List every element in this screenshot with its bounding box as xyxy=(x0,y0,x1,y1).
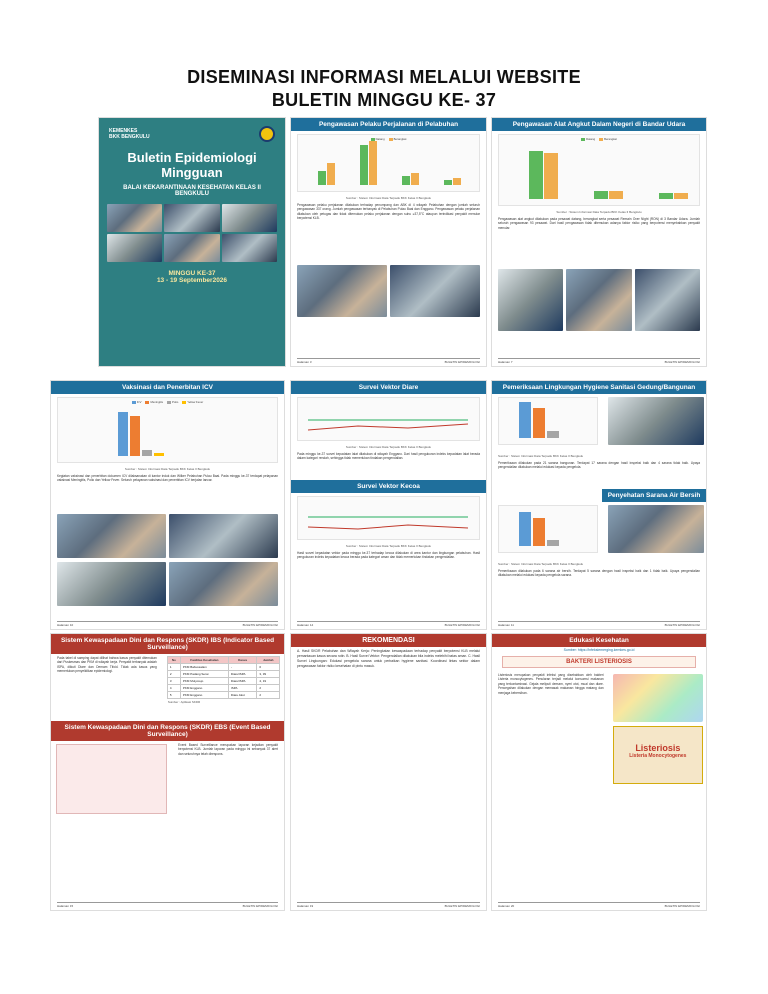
table-row xyxy=(167,692,279,699)
subheader: BAKTERI LISTERIOSIS xyxy=(502,656,696,668)
cover-page xyxy=(98,117,286,367)
page-number: Halaman 11 xyxy=(498,623,514,627)
page-text: A. Hasil SKDR Pelabuhan dan Wilayah Kerja: Peningkatan kewaspadaan terhadap penyakit berpotensi KLB melalui pemantauan kasus secara rutin. B. Hasil Survei Vektor: Pengendalian dilakukan bila indeks melebihi batas aman. C. Hasil Survei Lingkungan: Edukasi pengelola sarana untuk perbaikan hygiene sanitasi. Koordinasi lintas sektor dalam pengawasan faktor risiko kesehatan di pintu masuk. xyxy=(297,649,480,668)
legend-item: Datang xyxy=(586,137,596,141)
listeria-poster xyxy=(613,726,703,784)
table-cell: 2 xyxy=(257,685,280,692)
table-cell: 3 xyxy=(167,678,180,685)
page-number: Halaman 15 xyxy=(57,904,74,908)
page-header: Vaksinasi dan Penerbitan ICV xyxy=(51,381,284,394)
page-skdr xyxy=(50,633,285,911)
photo xyxy=(169,514,278,558)
page-header: REKOMENDASI xyxy=(291,634,486,647)
table-cell: Diare/ISPA xyxy=(228,671,257,678)
table-cell: Diare Akut xyxy=(228,692,257,699)
table-header: Kasus xyxy=(228,657,257,664)
table-row xyxy=(167,671,279,678)
chart-bar xyxy=(609,191,623,199)
chart-bar xyxy=(411,173,419,185)
page-text: Pada minggu ke-37 survei kepadatan lalat dilakukan di wilayah Enggano. Dari hasil pengukuran indeks kepadatan lalat berada dalam kategori rendah, sehingga tidak memerlukan tindakan pengendalian. xyxy=(297,452,480,461)
footer-title: BULETIN EPIDEMIOLOGI xyxy=(242,904,278,908)
photo xyxy=(608,397,704,445)
photo xyxy=(57,514,166,558)
legend-item: Datang xyxy=(375,137,385,141)
cover-org1: KEMENKES xyxy=(109,128,138,134)
photo xyxy=(566,269,631,331)
cover-week: MINGGU KE-37 xyxy=(168,270,216,277)
chart-caption: Sumber : Sistem Informasi Data Terpadu BKK Kelas II Bengkulu xyxy=(345,445,432,449)
table-cell: PKM Enggano xyxy=(180,692,228,699)
footer-title: BULETIN EPIDEMIOLOGI xyxy=(444,623,480,627)
seal-icon xyxy=(259,126,275,142)
table-cell: 5 xyxy=(167,692,180,699)
page-vektor xyxy=(290,380,487,630)
table-header: Fasilitas Kesehatan xyxy=(180,657,228,664)
table-cell: ISPA xyxy=(228,685,257,692)
footer-title: BULETIN EPIDEMIOLOGI xyxy=(664,623,700,627)
table-cell: 4 xyxy=(167,685,180,692)
page-rekomendasi xyxy=(290,633,487,911)
page-text: Kegiatan vaksinasi dan penerbitan dokumen ICV dilaksanakan di kantor induk dan Wilker Pelabuhan Pulau Baai. Pada minggu ke-37 terdapat pelayanan vaksinasi Meningitis, Polio dan Yellow Fever. Seluruh pelayanan vaksinasi dan penerbitan ICV berjalan lancar. xyxy=(57,474,278,483)
cover-org2: BKK BENGKULU xyxy=(109,134,150,140)
page-text: Event Based Surveillance merupakan laporan kejadian penyakit berpotensi KLB. Jumlah laporan pada minggu ini sebanyak 37 alert dan seluruhnya telah direspons. xyxy=(178,743,278,756)
cover-photo xyxy=(107,204,162,232)
chart-caption: Sumber : Sistem Informasi Data Terpadu BKK Kelas II Bengkulu xyxy=(498,562,584,566)
page-title xyxy=(0,66,768,112)
page-header-2: Sistem Kewaspadaan Dini dan Respons (SKDR) EBS (Event Based Surveillance) xyxy=(51,721,284,741)
chart-bar xyxy=(402,176,410,185)
page-header-2: Survei Vektor Kecoa xyxy=(291,480,486,493)
page-header-2: Penyehatan Sarana Air Bersih xyxy=(602,489,706,502)
page-text: Pada tabel di samping dapat dilihat bahwa kasus penyakit ditemukan dari Puskesmas dan PKM di wilayah kerja. Penyakit terbanyak adalah ISPA, diikuti Diare dan Demam Tifoid. Tidak ada kasus yang memerlukan penyelidikan epidemiologi. xyxy=(57,656,157,674)
chart-bar xyxy=(318,171,326,185)
cover-photo xyxy=(164,234,219,262)
legend-item: Polio xyxy=(172,400,179,404)
poster-subtitle: Listeria Monocytogenes xyxy=(629,753,687,759)
footer-title: BULETIN EPIDEMIOLOGI xyxy=(444,904,480,908)
table-cell: 1 xyxy=(167,664,180,671)
table-cell: 2 xyxy=(257,692,280,699)
table-cell: Diare/ISPA xyxy=(228,678,257,685)
photo xyxy=(635,269,700,331)
chart-caption: Sumber : Sistem Informasi Data Terpadu BKK Kelas II Bengkulu xyxy=(124,467,211,471)
page-header: Edukasi Kesehatan xyxy=(492,634,706,647)
legend-item: Meningitis xyxy=(150,400,164,404)
skdr-table xyxy=(167,656,280,699)
page-text: Pengawasan alat angkut dilakukan pada pesawat datang, berangkat serta pesawat Remain Over Night (RON) di 3 Bandar Udara. Jumlah seluruh pengawasan 93 pesawat. Dari hasil pengawasan tidak ditemukan adanya faktor risiko yang berpotensi menyebabkan penyakit menular. xyxy=(498,217,700,230)
photo xyxy=(297,265,387,317)
footer-title: BULETIN EPIDEMIOLOGI xyxy=(664,904,700,908)
cover-dates: 13 - 19 September2026 xyxy=(156,277,228,284)
chart-bar xyxy=(327,163,335,185)
table-cell: 3, 39 xyxy=(257,671,280,678)
poster-title: Listeriosis xyxy=(635,743,681,753)
cover-photo xyxy=(222,204,277,232)
table-row xyxy=(167,685,279,692)
cover-office: BALAI KEKARANTINAAN KESEHATAN KELAS II BENGKULU xyxy=(123,185,261,197)
chart-bar xyxy=(444,180,452,185)
bar-chart xyxy=(498,397,598,445)
chart-bar xyxy=(519,512,531,546)
table-cell: PKM Padang Serai xyxy=(180,671,228,678)
title-line-1: DISEMINASI INFORMASI MELALUI WEBSITE xyxy=(187,67,581,87)
chart-caption: Sumber : Sistem Informasi Data Terpadu BKK Kelas II Bengkulu xyxy=(498,454,584,458)
chart-bar xyxy=(674,193,688,199)
table-caption: Sumber : Aplikasi SKDR xyxy=(167,700,201,704)
chart-bar xyxy=(154,453,164,456)
page-text: Pemeriksaan dilakukan pada 21 sarana bangunan. Terdapat 17 sarana dengan hasil inspeksi baik dan 4 sarana tidak baik. Upaya pengendalian dilakukan melalui edukasi kepada pengelola. xyxy=(498,461,700,470)
footer-title: BULETIN EPIDEMIOLOGI xyxy=(444,360,480,364)
bar-chart xyxy=(57,397,278,463)
page-header: Survei Vektor Diare xyxy=(291,381,486,394)
cover-photo xyxy=(164,204,219,232)
table-cell: 0 xyxy=(257,664,280,671)
ebs-table xyxy=(51,741,172,817)
cover-photo xyxy=(107,234,162,262)
chart-bar xyxy=(547,431,559,438)
chart-bar xyxy=(544,153,558,199)
line-chart xyxy=(297,397,480,441)
page-header: Sistem Kewaspadaan Dini dan Respons (SKDR) IBS (Indicator Based Surveillance) xyxy=(51,634,284,654)
title-line-2: BULETIN MINGGU KE- 37 xyxy=(271,90,497,110)
page-pelabuhan xyxy=(290,117,487,367)
table-row xyxy=(167,664,279,671)
photo xyxy=(169,562,278,606)
table-header: Jumlah xyxy=(257,657,280,664)
page-number: Halaman 14 xyxy=(297,623,314,627)
table-header: No xyxy=(167,657,180,664)
bar-chart xyxy=(297,134,480,192)
chart-bar xyxy=(130,416,140,456)
page-header: Pengawasan Pelaku Perjalanan di Pelabuhan xyxy=(291,118,486,131)
table-cell: 4, 19 xyxy=(257,678,280,685)
chart-bar xyxy=(453,178,461,185)
page-header: Pemeriksaan Lingkungan Hygiene Sanitasi Gedung/Bangunan xyxy=(492,381,706,394)
food-illustration xyxy=(613,674,703,722)
chart-bar xyxy=(547,540,559,546)
chart-bar xyxy=(142,450,152,456)
source-link[interactable]: Sumber: https://infeksiemerging.kemkes.go.id xyxy=(563,648,635,652)
cover-bulletin: Buletin Epidemiologi xyxy=(127,150,257,165)
page-lingkungan xyxy=(491,380,707,630)
photo xyxy=(608,505,704,553)
chart-bar xyxy=(533,518,545,546)
cover-bulletin-2: Mingguan xyxy=(161,165,223,180)
chart-caption: Sumber : Sistem Informasi Data Terpadu BKK Kelas II Bengkulu xyxy=(345,544,432,548)
page-header: Pengawasan Alat Angkut Dalam Negeri di Bandar Udara xyxy=(492,118,706,131)
page-number: Halaman 20 xyxy=(498,904,515,908)
page-edukasi xyxy=(491,633,707,911)
chart-bar xyxy=(594,191,608,199)
table-cell: 2 xyxy=(167,671,180,678)
page-number: Halaman 3 xyxy=(297,360,312,364)
page-text: Pengawasan pelaku perjalanan dilakukan terhadap penumpang dan ABK di 4 wilayah Pelabuhan dengan jumlah seluruh pengawasan 337 orang. Jumlah pengawasan terbanyak di Pelabuhan Pulau Baai dan Enggano. Pengawasan pelaku perjalanan dilakukan oleh petugas dan tidak ditemukan pelaku perjalanan dengan suhu ≥37,5°C ataupun terindikasi penyakit menular berpotensi KLB. xyxy=(297,203,480,221)
bar-chart xyxy=(498,134,700,206)
table-row xyxy=(167,678,279,685)
chart-bar xyxy=(659,193,673,199)
photo xyxy=(57,562,166,606)
chart-bar xyxy=(118,412,128,456)
chart-bar xyxy=(519,402,531,438)
chart-caption: Sumber : Sistem Informasi Data Terpadu BKK Kelas II Bengkulu xyxy=(556,210,642,214)
page-number: Halaman 19 xyxy=(297,904,314,908)
legend-item: Berangkat xyxy=(604,137,617,141)
page-text: Hasil survei kepadatan vektor pada minggu ke-37 terhadap kecoa dilakukan di area kantor dan lingkungan pelabuhan. Hasil pengukuran indeks kepadatan kecoa berada pada kategori aman dan tidak memerlukan tindakan pengendalian. xyxy=(297,551,480,560)
bar-chart xyxy=(498,505,598,553)
cover-photo xyxy=(222,234,277,262)
chart-bar xyxy=(360,145,368,185)
page-text: Listeriosis merupakan penyakit infeksi yang disebabkan oleh bakteri Listeria monocytogenes. Penularan terjadi melalui konsumsi makanan yang terkontaminasi. Gejala meliputi demam, nyeri otot, mual dan diare. Pencegahan dilakukan dengan memasak makanan hingga matang dan menjaga kebersihan. xyxy=(498,673,604,695)
table-cell: PKM Babussalam xyxy=(180,664,228,671)
photo xyxy=(390,265,480,317)
chart-bar xyxy=(529,151,543,199)
page-bandara xyxy=(491,117,707,367)
line-chart xyxy=(297,496,480,540)
chart-bar xyxy=(533,408,545,438)
legend-item: Berangkat xyxy=(393,137,407,141)
page-text: Pemeriksaan dilakukan pada 6 sarana air bersih. Terdapat 5 sarana dengan hasil inspeksi baik dan 1 tidak baik. Upaya pengendalian dilakukan melalui edukasi kepada pengelola sarana. xyxy=(498,569,700,578)
page-number: Halaman 10 xyxy=(57,623,74,627)
chart-caption: Sumber : Sistem Informasi Data Terpadu BKK Kelas II Bengkulu xyxy=(345,196,432,200)
legend-item: ICV xyxy=(136,400,142,404)
table-cell: PKM Mulyorejo xyxy=(180,678,228,685)
table-cell: - xyxy=(228,664,257,671)
table-cell: PKM Enggano xyxy=(180,685,228,692)
page-number: Halaman 7 xyxy=(498,360,513,364)
footer-title: BULETIN EPIDEMIOLOGI xyxy=(664,360,700,364)
photo xyxy=(498,269,563,331)
page-vaksinasi xyxy=(50,380,285,630)
footer-title: BULETIN EPIDEMIOLOGI xyxy=(242,623,278,627)
legend-item: Yellow Fever xyxy=(187,400,204,404)
chart-bar xyxy=(369,141,377,185)
